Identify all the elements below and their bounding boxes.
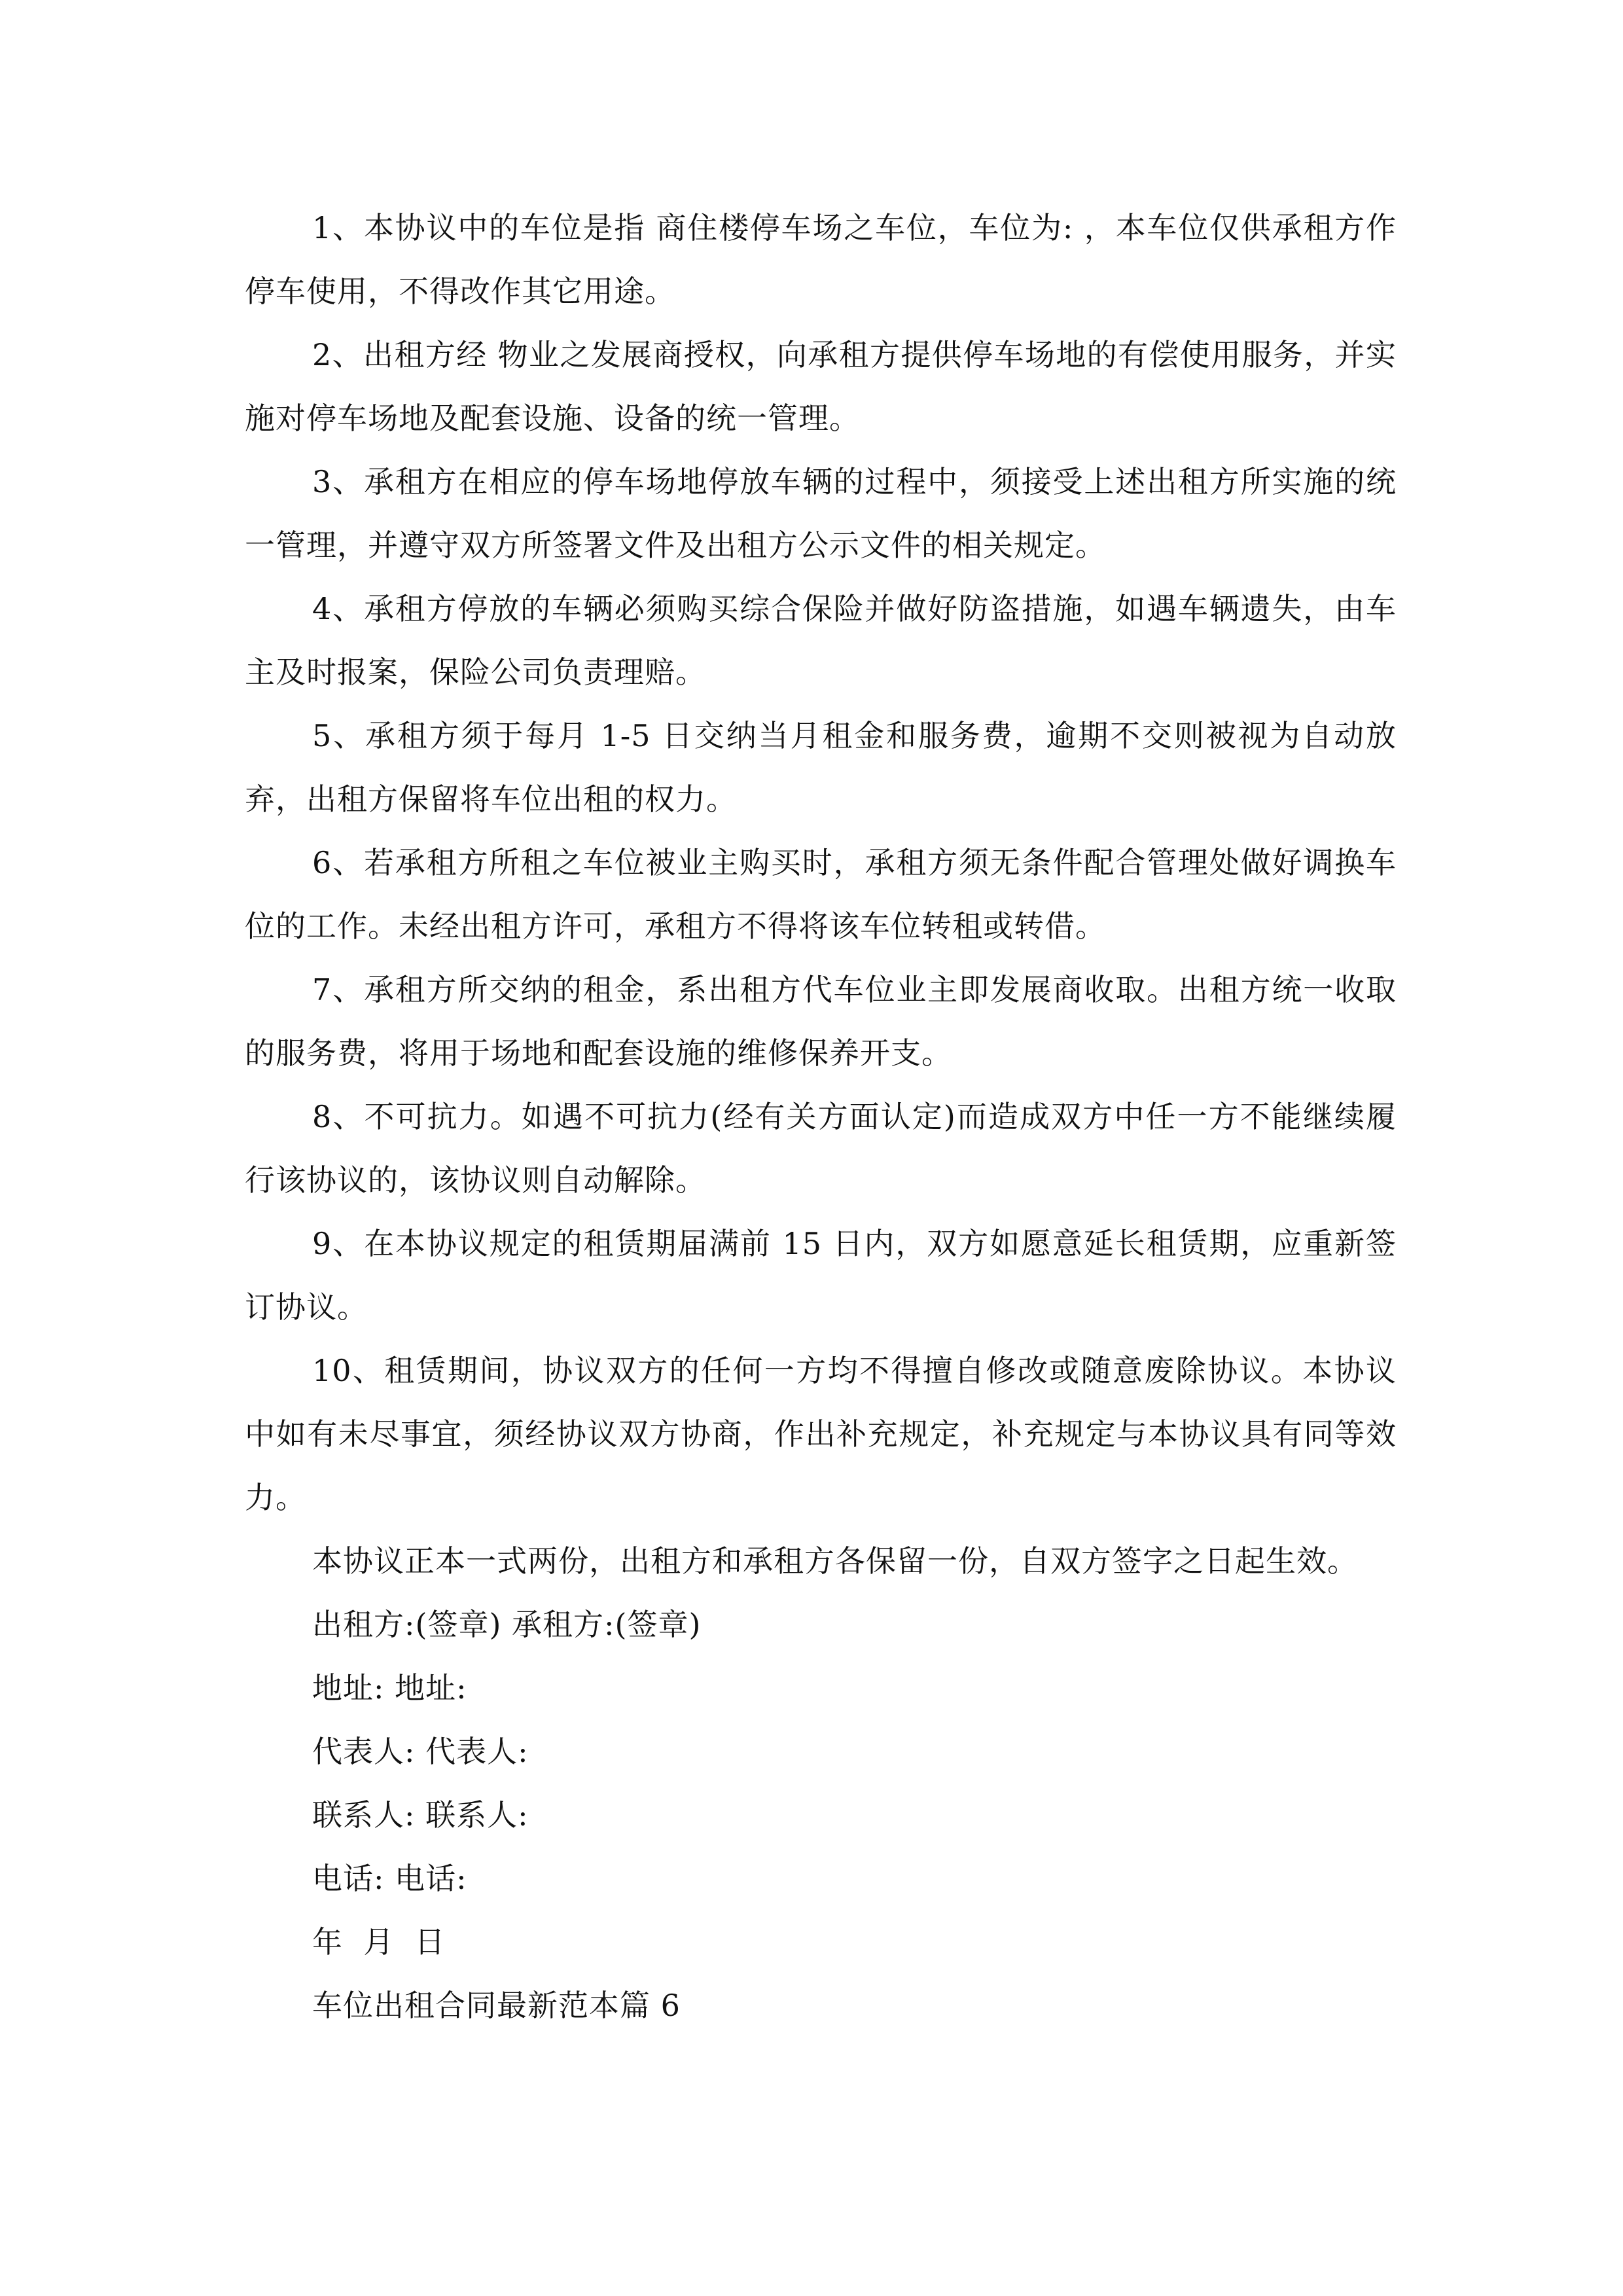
representative-line: 代表人: 代表人: xyxy=(312,1734,529,1769)
clause-3: 3、承租方在相应的停车场地停放车辆的过程中，须接受上述出租方所实施的统一管理，并遵守双方所签署文件及出租方公示文件的相关规定。 xyxy=(245,464,1397,563)
clause-7: 7、承租方所交纳的租金，系出租方代车位业主即发展商收取。出租方统一收取的服务费，将用于场地和配套设施的维修保养开支。 xyxy=(245,972,1397,1071)
signature-seal-line: 出租方:(签章) 承租方:(签章) xyxy=(312,1607,702,1642)
clause-4: 4、承租方停放的车辆必须购买综合保险并做好防盗措施，如遇车辆遗失，由车主及时报案，保险公司负责理赔。 xyxy=(245,591,1397,690)
clause-9: 9、在本协议规定的租赁期届满前 15 日内，双方如愿意延长租赁期，应重新签订协议。 xyxy=(245,1226,1397,1325)
clause-10: 10、租赁期间，协议双方的任何一方均不得擅自修改或随意废除协议。本协议中如有未尽事宜，须经协议双方协商，作出补充规定，补充规定与本协议具有同等效力。 xyxy=(245,1353,1397,1515)
date-line: 年 月 日 xyxy=(312,1924,446,1960)
next-section-heading: 车位出租合同最新范本篇 6 xyxy=(312,1988,681,2023)
closing-statement: 本协议正本一式两份，出租方和承租方各保留一份，自双方签字之日起生效。 xyxy=(312,1543,1358,1579)
clause-8: 8、不可抗力。如遇不可抗力(经有关方面认定)而造成双方中任一方不能继续履行该协议的，该协议则自动解除。 xyxy=(245,1099,1397,1198)
clause-5: 5、承租方须于每月 1-5 日交纳当月租金和服务费，逾期不交则被视为自动放弃，出租方保留将车位出租的权力。 xyxy=(245,718,1397,817)
clause-2: 2、出租方经 物业之发展商授权，向承租方提供停车场地的有偿使用服务，并实施对停车场地及配套设施、设备的统一管理。 xyxy=(245,337,1397,436)
clause-1: 1、本协议中的车位是指 商住楼停车场之车位，车位为: ，本车位仅供承租方作停车使用，不得改作其它用途。 xyxy=(245,210,1397,309)
address-line: 地址: 地址: xyxy=(312,1670,467,1706)
clause-6: 6、若承租方所租之车位被业主购买时，承租方须无条件配合管理处做好调换车位的工作。未经出租方许可，承租方不得将该车位转租或转借。 xyxy=(245,845,1397,944)
document-body xyxy=(245,196,1397,2037)
phone-line: 电话: 电话: xyxy=(312,1861,467,1896)
contact-person-line: 联系人: 联系人: xyxy=(312,1797,529,1833)
